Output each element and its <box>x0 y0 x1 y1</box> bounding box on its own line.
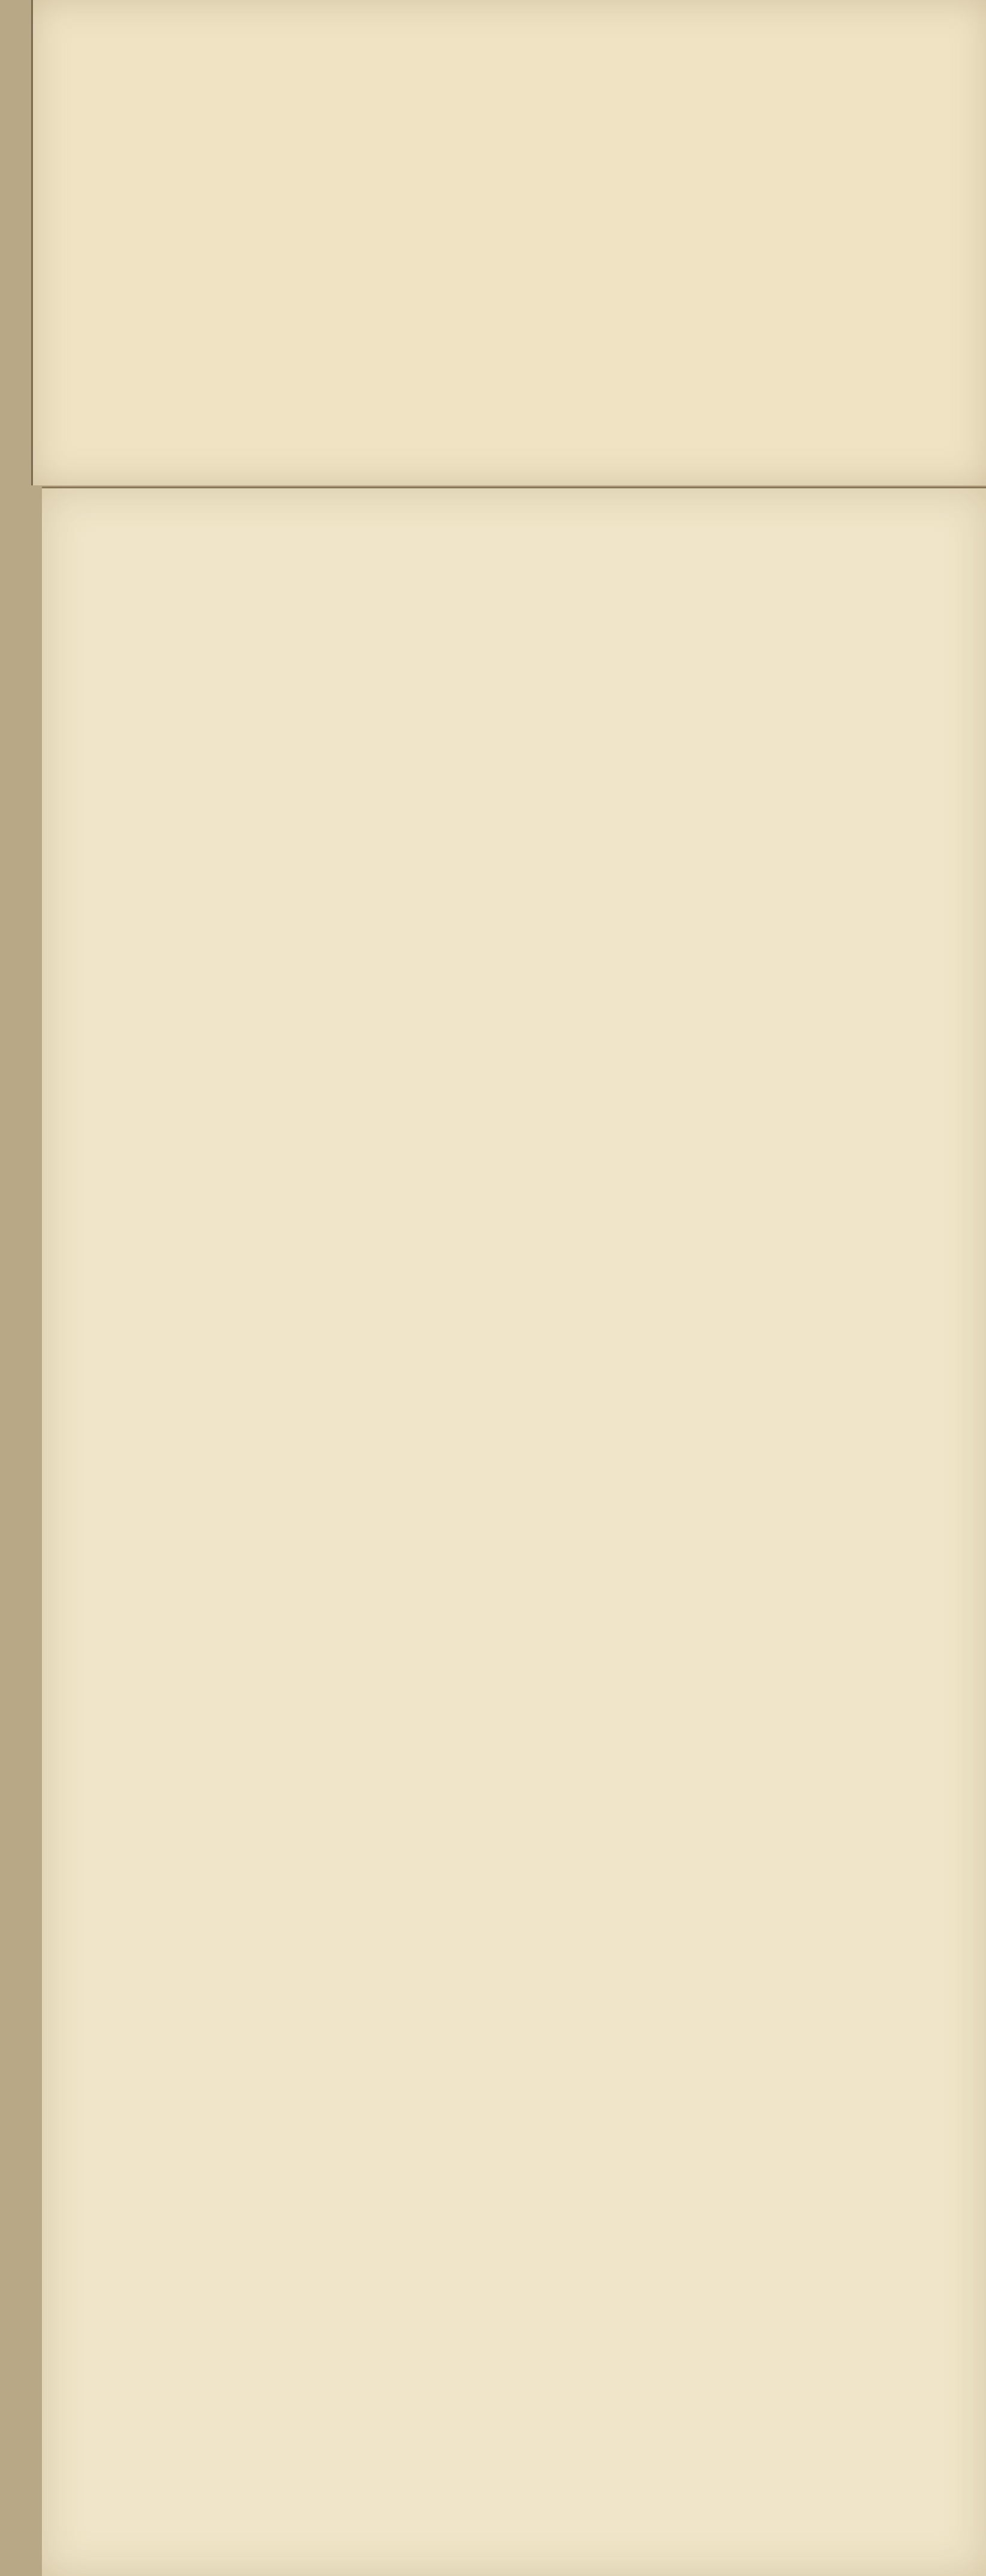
clipping-top <box>31 0 986 485</box>
clipping-main <box>42 487 986 2576</box>
